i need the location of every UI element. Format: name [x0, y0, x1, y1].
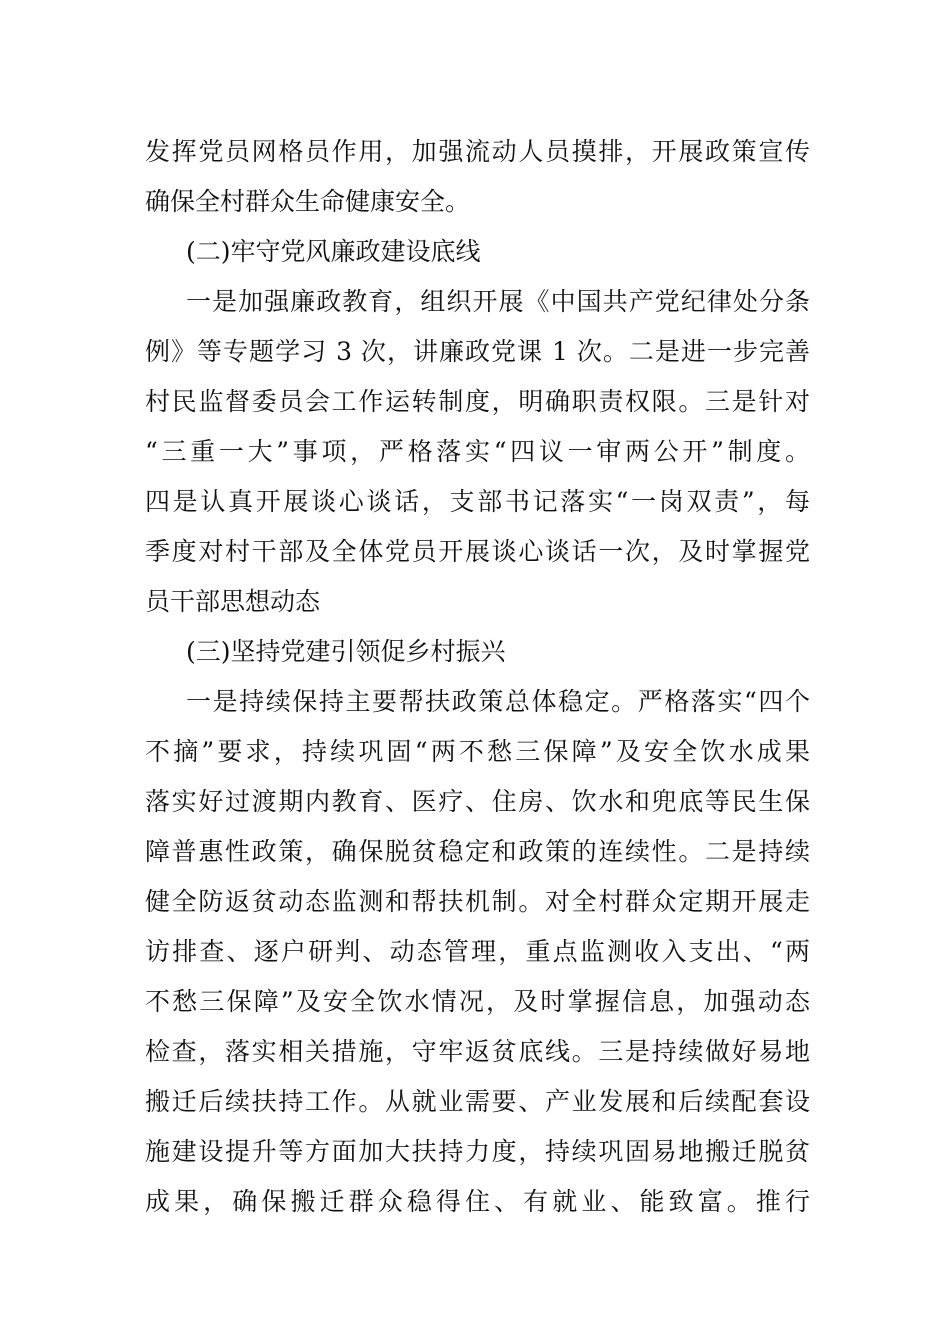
paragraph-line: 村民监督委员会工作运转制度，明确职责权限。三是针对 [145, 387, 810, 416]
paragraph-line: 季度对村干部及全体党员开展谈心谈话一次，及时掌握党 [145, 537, 810, 566]
paragraph-line: 一是持续保持主要帮扶政策总体稳定。严格落实“四个 [186, 687, 810, 716]
paragraph-line: 不愁三保障”及安全饮水情况，及时掌握信息，加强动态 [145, 987, 810, 1016]
paragraph-line: 四是认真开展谈心谈话，支部书记落实“一岗双责”，每 [145, 487, 810, 516]
section-heading: (二)牢守党风廉政建设底线 [186, 237, 481, 266]
paragraph-line: 一是加强廉政教育，组织开展《中国共产党纪律处分条 [186, 287, 810, 316]
paragraph-line: 检查，落实相关措施，守牢返贫底线。三是持续做好易地 [145, 1037, 810, 1066]
paragraph-line: 发挥党员网格员作用，加强流动人员摸排，开展政策宣传 [145, 137, 810, 166]
paragraph-line: 员干部思想动态 [145, 587, 321, 616]
paragraph-line: 不摘”要求，持续巩固“两不愁三保障”及安全饮水成果 [145, 737, 810, 766]
section-heading: (三)坚持党建引领促乡村振兴 [186, 637, 506, 666]
paragraph-line: “三重一大”事项，严格落实“四议一审两公开”制度。 [145, 437, 810, 466]
paragraph-line: 搬迁后续扶持工作。从就业需要、产业发展和后续配套设 [145, 1087, 810, 1116]
paragraph-line: 施建设提升等方面加大扶持力度，持续巩固易地搬迁脱贫 [145, 1137, 810, 1166]
paragraph-line: 成果，确保搬迁群众稳得住、有就业、能致富。推行 [145, 1187, 810, 1216]
paragraph-line: 确保全村群众生命健康安全。 [145, 187, 471, 216]
paragraph-line: 健全防返贫动态监测和帮扶机制。对全村群众定期开展走 [145, 887, 810, 916]
paragraph-line: 例》等专题学习 3 次，讲廉政党课 1 次。二是进一步完善 [145, 337, 810, 366]
paragraph-line: 访排查、逐户研判、动态管理，重点监测收入支出、“两 [145, 937, 810, 966]
paragraph-line: 障普惠性政策，确保脱贫稳定和政策的连续性。二是持续 [145, 837, 810, 866]
paragraph-line: 落实好过渡期内教育、医疗、住房、饮水和兜底等民生保 [145, 787, 810, 816]
